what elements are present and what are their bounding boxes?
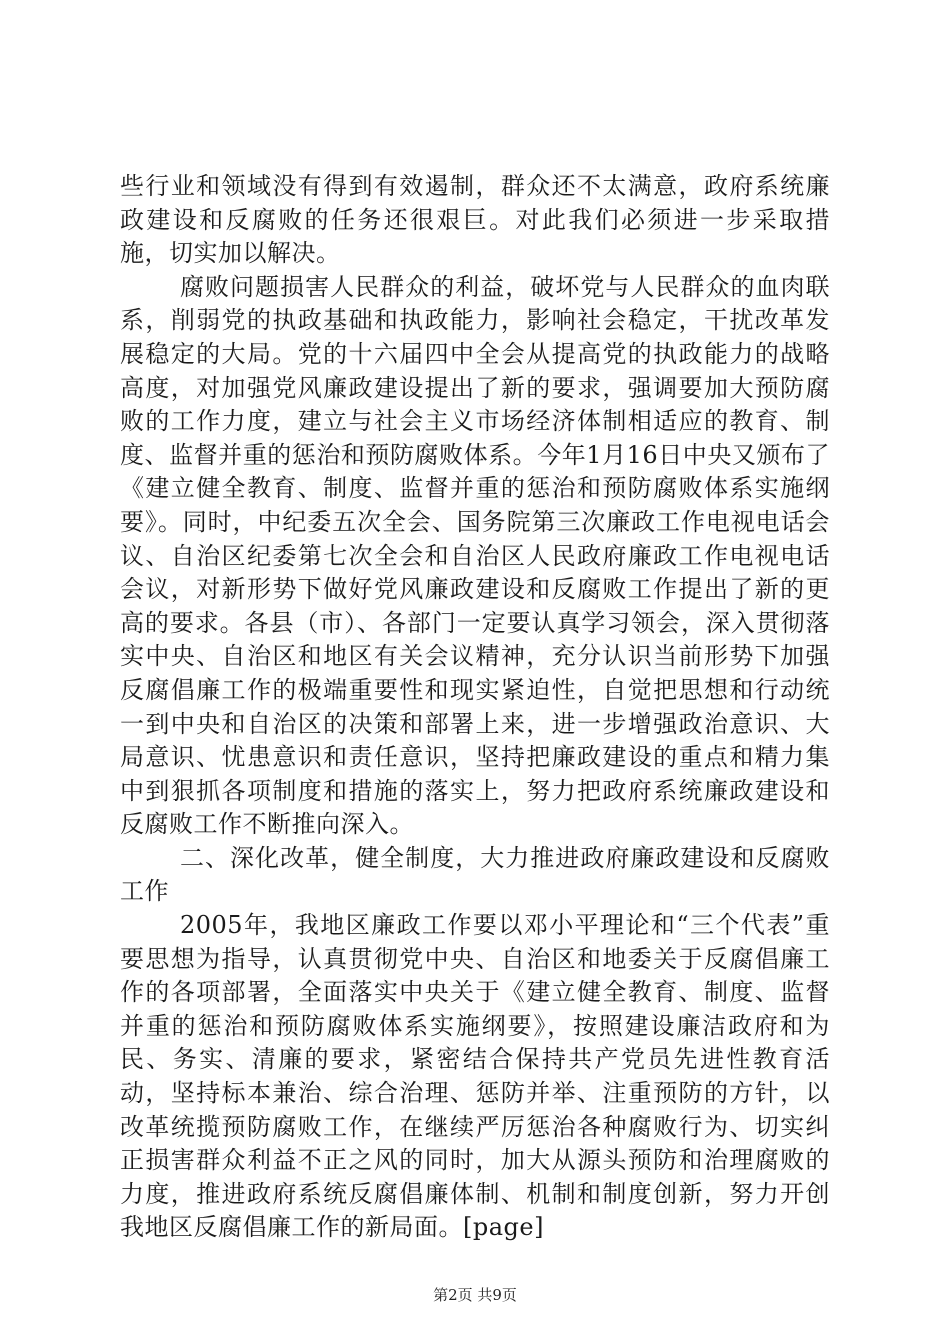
page-footer: 第2页 共9页: [433, 1286, 517, 1304]
paragraph-corruption-harm: 腐败问题损害人民群众的利益，破坏党与人民群众的血肉联系，削弱党的执政基础和执政能力，影响社会稳定，干扰改革发展稳定的大局。党的十六届四中全会从提高党的执政能力的战略高度，对加强党风廉政建设提出了新的要求，强调要加大预防腐败的工作力度，建立与社会主义市场经济体制相适应的教育、制度、监督并重的惩治和预防腐败体系。今年1月16日中央又颁布了《建立健全教育、制度、监督并重的惩治和预防腐败体系实施纲要》。同时，中纪委五次全会、国务院第三次廉政工作电视电话会议、自治区纪委第七次全会和自治区人民政府廉政工作电视电话会议，对新形势下做好党风廉政建设和反腐败工作提出了新的更高的要求。各县（市）、各部门一定要认真学习领会，深入贯彻落实中央、自治区和地区有关会议精神，充分认识当前形势下加强反腐倡廉工作的极端重要性和现实紧迫性，自觉把思想和行动统一到中央和自治区的决策和部署上来，进一步增强政治意识、大局意识、忧患意识和责任意识，坚持把廉政建设的重点和精力集中到狠抓各项制度和措施的落实上，努力把政府系统廉政建设和反腐败工作不断推向深入。: [120, 272, 830, 839]
section-heading-2: 二、深化改革，健全制度，大力推进政府廉政建设和反腐败工作: [120, 843, 830, 906]
paragraph-continuation: 些行业和领域没有得到有效遏制，群众还不太满意，政府系统廉政建设和反腐败的任务还很艰巨。对此我们必须进一步采取措施，切实加以解决。: [120, 172, 830, 268]
paragraph-2005-plan: 2005年，我地区廉政工作要以邓小平理论和“三个代表”重要思想为指导，认真贯彻党中央、自治区和地委关于反腐倡廉工作的各项部署，全面落实中央关于《建立健全教育、制度、监督并重的惩治和预防腐败体系实施纲要》，按照建设廉洁政府和为民、务实、清廉的要求，紧密结合保持共产党员先进性教育活动，坚持标本兼治、综合治理、惩防并举、注重预防的方针，以改革统揽预防腐败工作，在继续严厉惩治各种腐败行为、切实纠正损害群众利益不正之风的同时，加大从源头预防和治理腐败的力度，推进政府系统反腐倡廉体制、机制和制度创新，努力开创我地区反腐倡廉工作的新局面。[page]: [120, 911, 830, 1242]
body-text: [120, 170, 830, 1245]
